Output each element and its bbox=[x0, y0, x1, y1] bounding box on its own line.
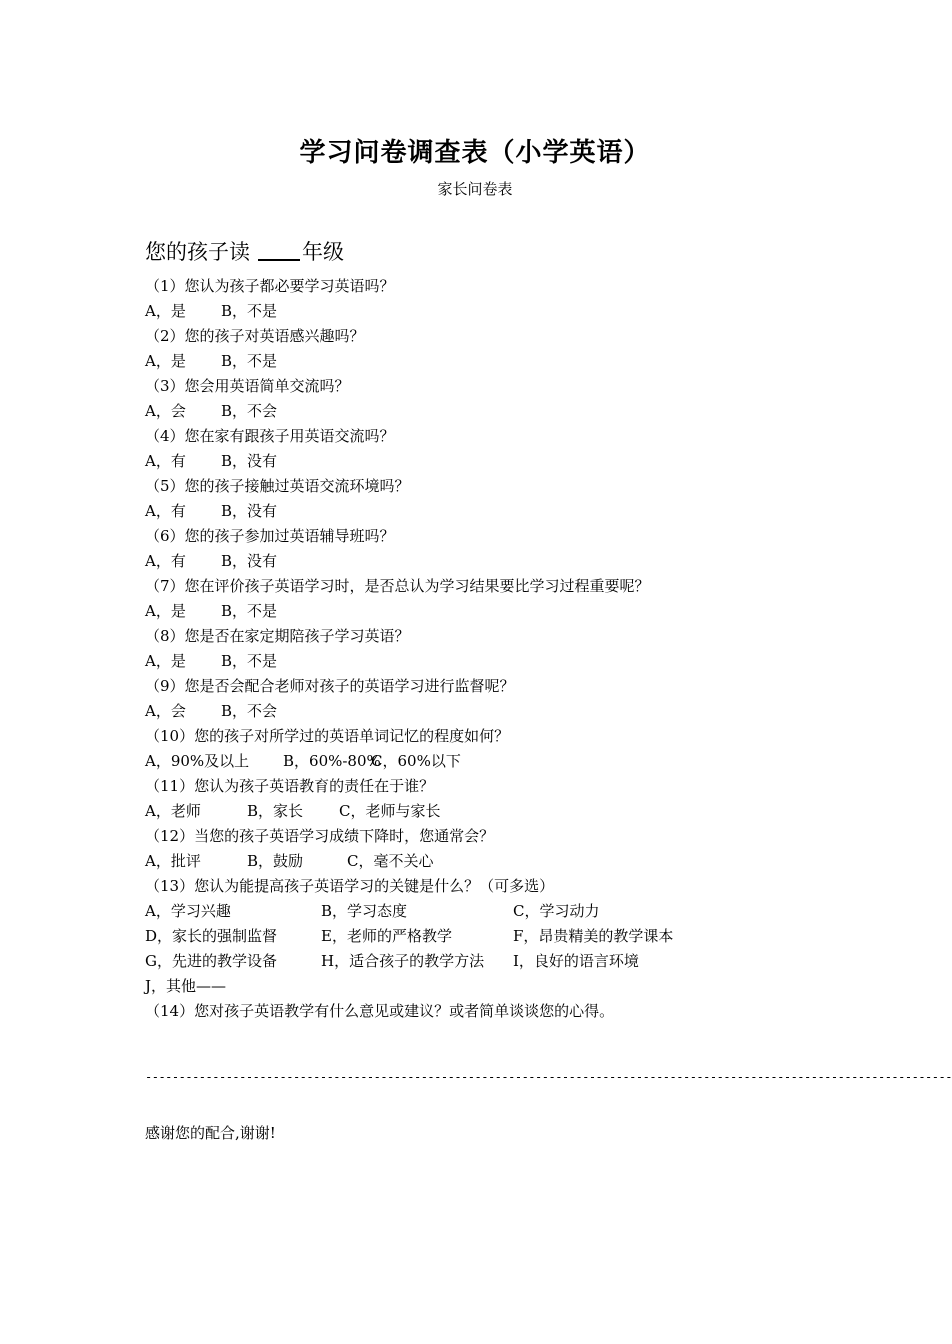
answer-options bbox=[145, 949, 785, 974]
divider-line: ------------------------------------------------------------------------------------------------------------------------ bbox=[145, 1070, 952, 1084]
answer-option[interactable]: B，不会 bbox=[221, 402, 278, 420]
grade-blank[interactable] bbox=[258, 241, 300, 261]
answer-option[interactable]: I，良好的语言环境 bbox=[513, 952, 639, 970]
answer-option[interactable]: B，不会 bbox=[221, 702, 278, 720]
answer-option[interactable]: A，90%及以上 bbox=[145, 752, 250, 770]
answer-option[interactable]: A，是 bbox=[145, 302, 186, 320]
question-text: （11）您认为孩子英语教育的责任在于谁？ bbox=[145, 777, 435, 795]
answer-options bbox=[145, 849, 785, 874]
answer-option-other[interactable]: J，其他—— bbox=[145, 977, 227, 995]
answer-option[interactable]: C，毫不关心 bbox=[347, 852, 434, 870]
answer-options bbox=[145, 599, 785, 624]
answer-option[interactable]: B，60%-80% bbox=[283, 752, 381, 770]
grade-line bbox=[145, 236, 344, 266]
question-text: （14）您对孩子英语教学有什么意见或建议？或者简单谈谈您的心得。 bbox=[145, 1002, 615, 1020]
grade-suffix: 年级 bbox=[302, 240, 344, 264]
answer-option[interactable]: A，是 bbox=[145, 352, 186, 370]
answer-options bbox=[145, 549, 785, 574]
answer-options bbox=[145, 299, 785, 324]
question-text: （1）您认为孩子都必要学习英语吗？ bbox=[145, 277, 395, 295]
answer-option[interactable]: C，老师与家长 bbox=[339, 802, 441, 820]
answer-options bbox=[145, 899, 785, 924]
answer-option[interactable]: C，学习动力 bbox=[513, 902, 600, 920]
answer-option[interactable]: B，不是 bbox=[221, 652, 278, 670]
question-text: （6）您的孩子参加过英语辅导班吗？ bbox=[145, 527, 395, 545]
answer-option[interactable]: B，鼓励 bbox=[247, 852, 304, 870]
answer-option[interactable]: C，60%以下 bbox=[371, 752, 461, 770]
answer-option[interactable]: B，没有 bbox=[221, 552, 278, 570]
answer-option[interactable]: B，没有 bbox=[221, 502, 278, 520]
answer-options bbox=[145, 649, 785, 674]
answer-option[interactable]: A，会 bbox=[145, 702, 186, 720]
answer-option[interactable]: F，昂贵精美的教学课本 bbox=[513, 927, 674, 945]
answer-option[interactable]: A，学习兴趣 bbox=[145, 902, 231, 920]
grade-prefix: 您的孩子读 bbox=[145, 240, 250, 264]
page-title: 学习问卷调查表（小学英语） bbox=[299, 138, 651, 168]
thanks-text: 感谢您的配合,谢谢! bbox=[145, 1124, 276, 1142]
answer-option[interactable]: A，会 bbox=[145, 402, 186, 420]
answer-option[interactable]: D，家长的强制监督 bbox=[145, 927, 278, 945]
answer-option[interactable]: B，不是 bbox=[221, 352, 278, 370]
answer-option[interactable]: B，不是 bbox=[221, 602, 278, 620]
answer-option[interactable]: A，是 bbox=[145, 602, 186, 620]
question-text: （3）您会用英语简单交流吗？ bbox=[145, 377, 350, 395]
question-text: （13）您认为能提高孩子英语学习的关键是什么？（可多选） bbox=[145, 877, 555, 895]
question-text: （7）您在评价孩子英语学习时，是否总认为学习结果要比学习过程重要呢？ bbox=[145, 577, 650, 595]
answer-option[interactable]: A，批评 bbox=[145, 852, 201, 870]
answer-option[interactable]: B，没有 bbox=[221, 452, 278, 470]
page-subtitle: 家长问卷表 bbox=[437, 180, 513, 198]
answer-option[interactable]: B，不是 bbox=[221, 302, 278, 320]
question-text: （9）您是否会配合老师对孩子的英语学习进行监督呢？ bbox=[145, 677, 515, 695]
answer-options bbox=[145, 924, 785, 949]
answer-options bbox=[145, 399, 785, 424]
answer-option[interactable]: A，是 bbox=[145, 652, 186, 670]
answer-options bbox=[145, 799, 785, 824]
question-text: （5）您的孩子接触过英语交流环境吗？ bbox=[145, 477, 410, 495]
question-text: （2）您的孩子对英语感兴趣吗？ bbox=[145, 327, 365, 345]
question-text: （12）当您的孩子英语学习成绩下降时，您通常会？ bbox=[145, 827, 495, 845]
question-text: （4）您在家有跟孩子用英语交流吗？ bbox=[145, 427, 395, 445]
answer-option[interactable]: B，家长 bbox=[247, 802, 304, 820]
answer-options bbox=[145, 499, 785, 524]
answer-option[interactable]: A，有 bbox=[145, 552, 186, 570]
answer-option[interactable]: A，有 bbox=[145, 452, 186, 470]
answer-option[interactable]: A，有 bbox=[145, 502, 186, 520]
question-text: （8）您是否在家定期陪孩子学习英语？ bbox=[145, 627, 410, 645]
answer-options bbox=[145, 349, 785, 374]
question-text: （10）您的孩子对所学过的英语单词记忆的程度如何？ bbox=[145, 727, 510, 745]
answer-option[interactable]: B，学习态度 bbox=[321, 902, 408, 920]
answer-options bbox=[145, 449, 785, 474]
answer-option[interactable]: E，老师的严格教学 bbox=[321, 927, 452, 945]
answer-option[interactable]: A，老师 bbox=[145, 802, 201, 820]
answer-options bbox=[145, 699, 785, 724]
answer-option[interactable]: G，先进的教学设备 bbox=[145, 952, 277, 970]
question-list bbox=[145, 274, 785, 1024]
answer-options bbox=[145, 749, 785, 774]
answer-option[interactable]: H，适合孩子的教学方法 bbox=[321, 952, 485, 970]
